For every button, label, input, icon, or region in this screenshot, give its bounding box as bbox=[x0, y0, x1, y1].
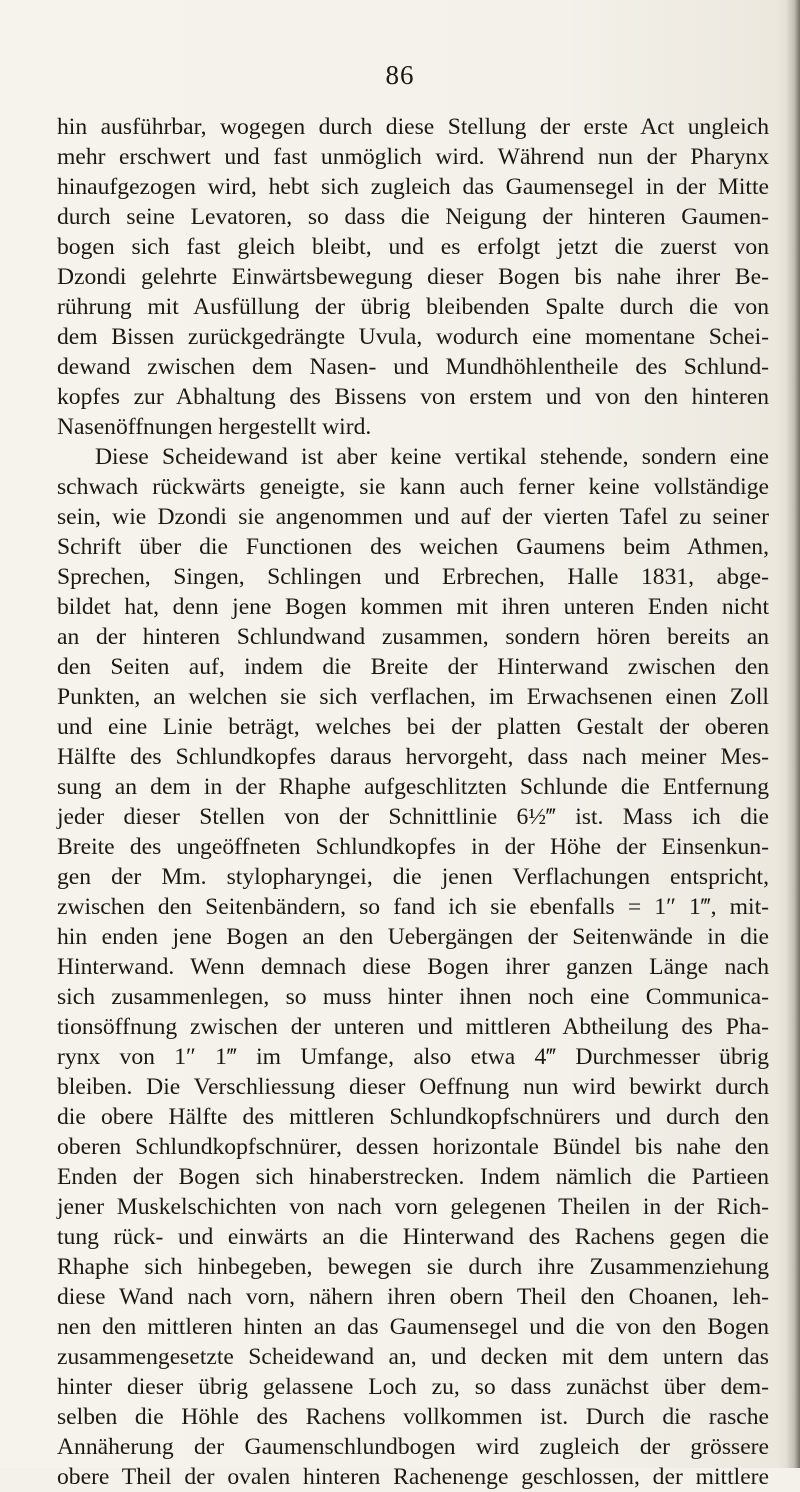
page-number: 86 bbox=[385, 60, 415, 90]
text-line: rührung mit Ausfüllung der übrig bleibenden Spalte durch die von bbox=[57, 294, 769, 320]
text-line: tung rück- und einwärts an die Hinterwand des Rachens gegen die bbox=[57, 1224, 769, 1250]
text-line: Diese Scheidewand ist aber keine vertikal stehende, sondern eine bbox=[95, 444, 769, 470]
text-line: Dzondi gelehrte Einwärtsbewegung dieser Bogen bis nahe ihrer Be- bbox=[57, 264, 769, 290]
text-line: Hinterwand. Wenn demnach diese Bogen ihrer ganzen Länge nach bbox=[57, 954, 769, 980]
text-line: hin ausführbar, wogegen durch diese Stellung der erste Act ungleich bbox=[57, 114, 769, 140]
text-line: diese Wand nach vorn, nähern ihren obern Theil den Choanen, leh- bbox=[57, 1284, 769, 1310]
text-line: hinter dieser übrig gelassene Loch zu, so dass zunächst über dem- bbox=[57, 1374, 769, 1400]
text-line: die obere Hälfte des mittleren Schlundkopfschnürers und durch den bbox=[57, 1104, 769, 1130]
text-line: oberen Schlundkopfschnürer, dessen horizontale Bündel bis nahe den bbox=[57, 1134, 769, 1160]
text-line: tionsöffnung zwischen der unteren und mittleren Abtheilung des Pha- bbox=[57, 1014, 769, 1040]
text-line: hin enden jene Bogen an den Uebergängen der Seitenwände in die bbox=[57, 924, 769, 950]
text-line: Enden der Bogen sich hinaberstrecken. Indem nämlich die Partieen bbox=[57, 1164, 769, 1190]
text-line: hinaufgezogen wird, hebt sich zugleich das Gaumensegel in der Mitte bbox=[57, 174, 769, 200]
text-line: Breite des ungeöffneten Schlundkopfes in der Höhe der Einsenkun- bbox=[57, 834, 769, 860]
text-line: sich zusammenlegen, so muss hinter ihnen noch eine Communica- bbox=[57, 984, 769, 1010]
text-line: zusammengesetzte Scheidewand an, und decken mit dem untern das bbox=[57, 1344, 769, 1370]
text-line: Punkten, an welchen sie sich verflachen, im Erwachsenen einen Zoll bbox=[57, 684, 769, 710]
text-line: bogen sich fast gleich bleibt, und es erfolgt jetzt die zuerst von bbox=[57, 234, 769, 260]
text-line: dewand zwischen dem Nasen- und Mundhöhlentheile des Schlund- bbox=[57, 354, 769, 380]
body-text bbox=[57, 112, 769, 1492]
text-line: jener Muskelschichten von nach vorn gelegenen Theilen in der Rich- bbox=[57, 1194, 769, 1220]
text-line: selben die Höhle des Rachens vollkommen ist. Durch die rasche bbox=[57, 1404, 769, 1430]
text-line: kopfes zur Abhaltung des Bissens von erstem und von den hinteren bbox=[57, 384, 769, 410]
text-line: Annäherung der Gaumenschlundbogen wird zugleich der grössere bbox=[57, 1434, 769, 1460]
text-line: Schrift über die Functionen des weichen Gaumens beim Athmen, bbox=[57, 534, 769, 560]
text-line: rynx von 1″ 1‴ im Umfange, also etwa 4‴ Durchmesser übrig bbox=[57, 1044, 769, 1070]
text-line: nen den mittleren hinten an das Gaumensegel und die von den Bogen bbox=[57, 1314, 769, 1340]
text-line: sung an dem in der Rhaphe aufgeschlitzten Schlunde die Entfernung bbox=[57, 774, 769, 800]
text-line: mehr erschwert und fast unmöglich wird. Während nun der Pharynx bbox=[57, 144, 769, 170]
text-line: bleiben. Die Verschliessung dieser Oeffnung nun wird bewirkt durch bbox=[57, 1074, 769, 1100]
text-line: durch seine Levatoren, so dass die Neigung der hinteren Gaumen- bbox=[57, 204, 769, 230]
text-line: Hälfte des Schlundkopfes daraus hervorgeht, dass nach meiner Mes- bbox=[57, 744, 769, 770]
text-line: Rhaphe sich hinbegeben, bewegen sie durch ihre Zusammenziehung bbox=[57, 1254, 769, 1280]
text-line: den Seiten auf, indem die Breite der Hinterwand zwischen den bbox=[57, 654, 769, 680]
text-line: Nasenöffnungen hergestellt wird. bbox=[57, 414, 372, 440]
text-line: jeder dieser Stellen von der Schnittlinie 6½‴ ist. Mass ich die bbox=[57, 804, 769, 830]
page-edge-shadow bbox=[786, 0, 800, 1468]
text-line: gen der Mm. stylopharyngei, die jenen Verflachungen entspricht, bbox=[57, 864, 769, 890]
text-line: obere Theil der ovalen hinteren Rachenenge geschlossen, der mittlere bbox=[57, 1464, 769, 1490]
text-line: Sprechen, Singen, Schlingen und Erbrechen, Halle 1831, abge- bbox=[57, 564, 769, 590]
text-line: schwach rückwärts geneigte, sie kann auch ferner keine vollständige bbox=[57, 474, 769, 500]
text-line: zwischen den Seitenbändern, so fand ich sie ebenfalls = 1″ 1‴, mit- bbox=[57, 894, 769, 920]
text-line: und eine Linie beträgt, welches bei der platten Gestalt der oberen bbox=[57, 714, 769, 740]
text-line: sein, wie Dzondi sie angenommen und auf der vierten Tafel zu seiner bbox=[57, 504, 769, 530]
text-line: an der hinteren Schlundwand zusammen, sondern hören bereits an bbox=[57, 624, 769, 650]
text-line: dem Bissen zurückgedrängte Uvula, wodurch eine momentane Schei- bbox=[57, 324, 769, 350]
text-line: bildet hat, denn jene Bogen kommen mit ihren unteren Enden nicht bbox=[57, 594, 769, 620]
